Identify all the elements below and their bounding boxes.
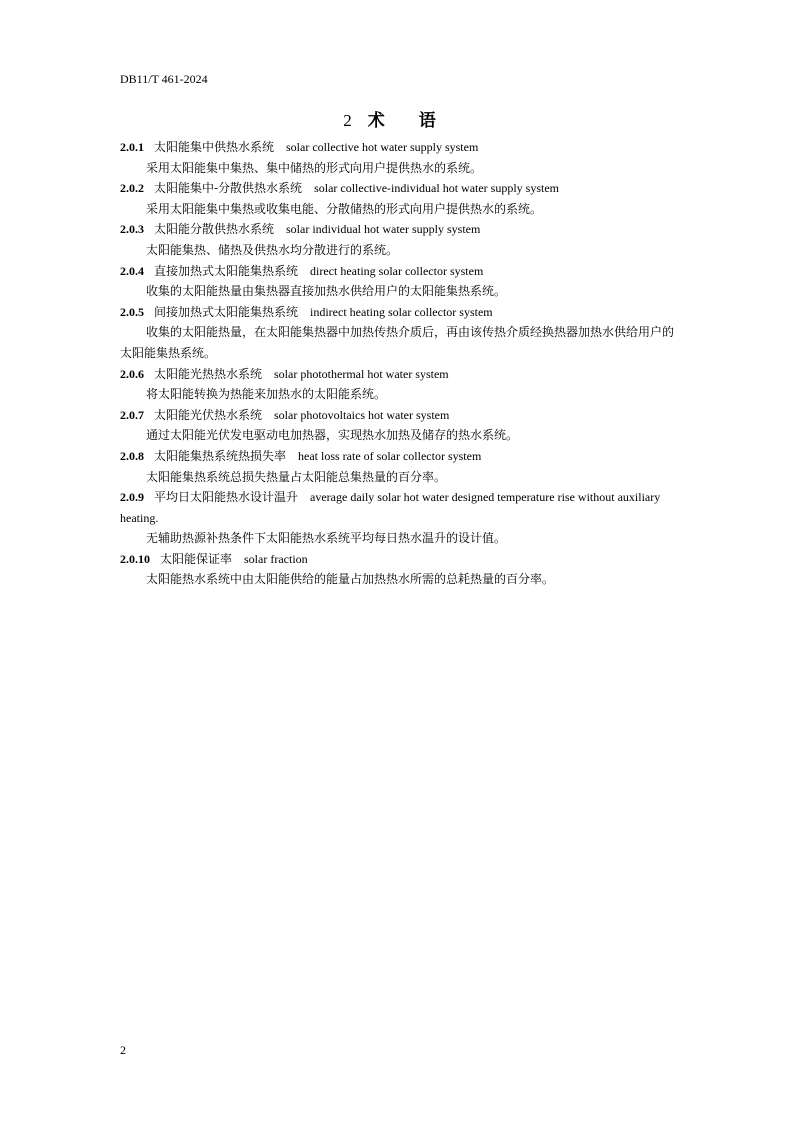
document-code: DB11/T 461-2024 [120, 72, 208, 86]
term-number: 2.0.9 [120, 490, 144, 505]
term-number: 2.0.2 [120, 181, 144, 196]
term-entry [120, 487, 680, 549]
term-number: 2.0.8 [120, 448, 144, 463]
term-chinese: 平均日太阳能热水设计温升 [154, 490, 299, 505]
term-heading [120, 446, 680, 467]
chapter-number: 2 [343, 111, 352, 130]
term-heading [120, 302, 680, 323]
term-chinese: 直接加热式太阳能集热系统 [154, 263, 299, 278]
term-definition: 收集的太阳能热量，在太阳能集热器中加热传热介质后，再由该传热介质经换热器加热水供给用户的太阳能集热系统。 [120, 325, 675, 360]
term-heading [120, 178, 680, 199]
term-english: solar photothermal hot water system [274, 366, 449, 381]
term-entry [120, 446, 680, 487]
term-english: average daily solar hot water designed temperature rise without auxiliary heating. [120, 490, 661, 525]
term-heading [120, 549, 680, 570]
term-heading [120, 364, 680, 385]
term-chinese: 太阳能光伏热水系统 [154, 407, 263, 422]
term-definition: 太阳能集热系统总损失热量占太阳能总集热量的百分率。 [146, 469, 447, 484]
term-english: direct heating solar collector system [310, 263, 484, 278]
term-english: solar individual hot water supply system [286, 222, 481, 237]
term-definition: 通过太阳能光伏发电驱动电加热器，实现热水加热及储存的热水系统。 [146, 428, 519, 443]
term-definition: 将太阳能转换为热能来加热水的太阳能系统。 [146, 387, 387, 402]
term-definition: 无辅助热源补热条件下太阳能热水系统平均每日热水温升的设计值。 [146, 531, 507, 546]
term-definition: 太阳能热水系统中由太阳能供给的能量占加热热水所需的总耗热量的百分率。 [146, 572, 555, 587]
term-entry [120, 302, 680, 364]
term-heading [120, 261, 680, 282]
terms-list [120, 137, 680, 590]
chapter-title: 术 语 [367, 111, 450, 131]
term-number: 2.0.5 [120, 304, 144, 319]
term-chinese: 太阳能集中供热水系统 [154, 140, 275, 154]
term-english: solar fraction [244, 551, 308, 566]
term-chinese: 太阳能集热系统热损失率 [154, 448, 287, 463]
term-number: 2.0.4 [120, 263, 144, 278]
term-number: 2.0.7 [120, 407, 144, 422]
term-definition: 收集的太阳能热量由集热器直接加热水供给用户的太阳能集热系统。 [146, 284, 507, 299]
term-entry [120, 137, 680, 178]
term-number: 2.0.10 [120, 551, 150, 566]
term-heading [120, 487, 680, 528]
term-heading [120, 405, 680, 426]
term-entry [120, 549, 680, 590]
term-heading [120, 219, 680, 240]
term-entry [120, 178, 680, 219]
term-number: 2.0.1 [120, 140, 144, 154]
term-definition: 太阳能集热、储热及供热水均分散进行的系统。 [146, 242, 399, 257]
term-entry [120, 405, 680, 446]
term-english: indirect heating solar collector system [310, 304, 493, 319]
term-english: solar collective hot water supply system [286, 140, 479, 154]
term-chinese: 太阳能分散供热水系统 [154, 222, 275, 237]
term-english: heat loss rate of solar collector system [298, 448, 482, 463]
chapter-heading [0, 106, 793, 131]
term-english: solar photovoltaics hot water system [274, 407, 450, 422]
term-chinese: 太阳能保证率 [160, 551, 233, 566]
page-number: 2 [120, 1043, 126, 1057]
term-number: 2.0.6 [120, 366, 144, 381]
term-entry [120, 364, 680, 405]
term-definition: 采用太阳能集中集热、集中储热的形式向用户提供热水的系统。 [146, 160, 483, 175]
term-number: 2.0.3 [120, 222, 144, 237]
term-chinese: 太阳能光热热水系统 [154, 366, 263, 381]
term-chinese: 太阳能集中-分散供热水系统 [154, 181, 303, 196]
term-english: solar collective-individual hot water supply system [314, 181, 560, 196]
term-definition: 采用太阳能集中集热或收集电能、分散储热的形式向用户提供热水的系统。 [146, 201, 543, 216]
term-entry [120, 219, 680, 260]
term-heading [120, 137, 680, 158]
term-chinese: 间接加热式太阳能集热系统 [154, 304, 299, 319]
term-entry [120, 261, 680, 302]
